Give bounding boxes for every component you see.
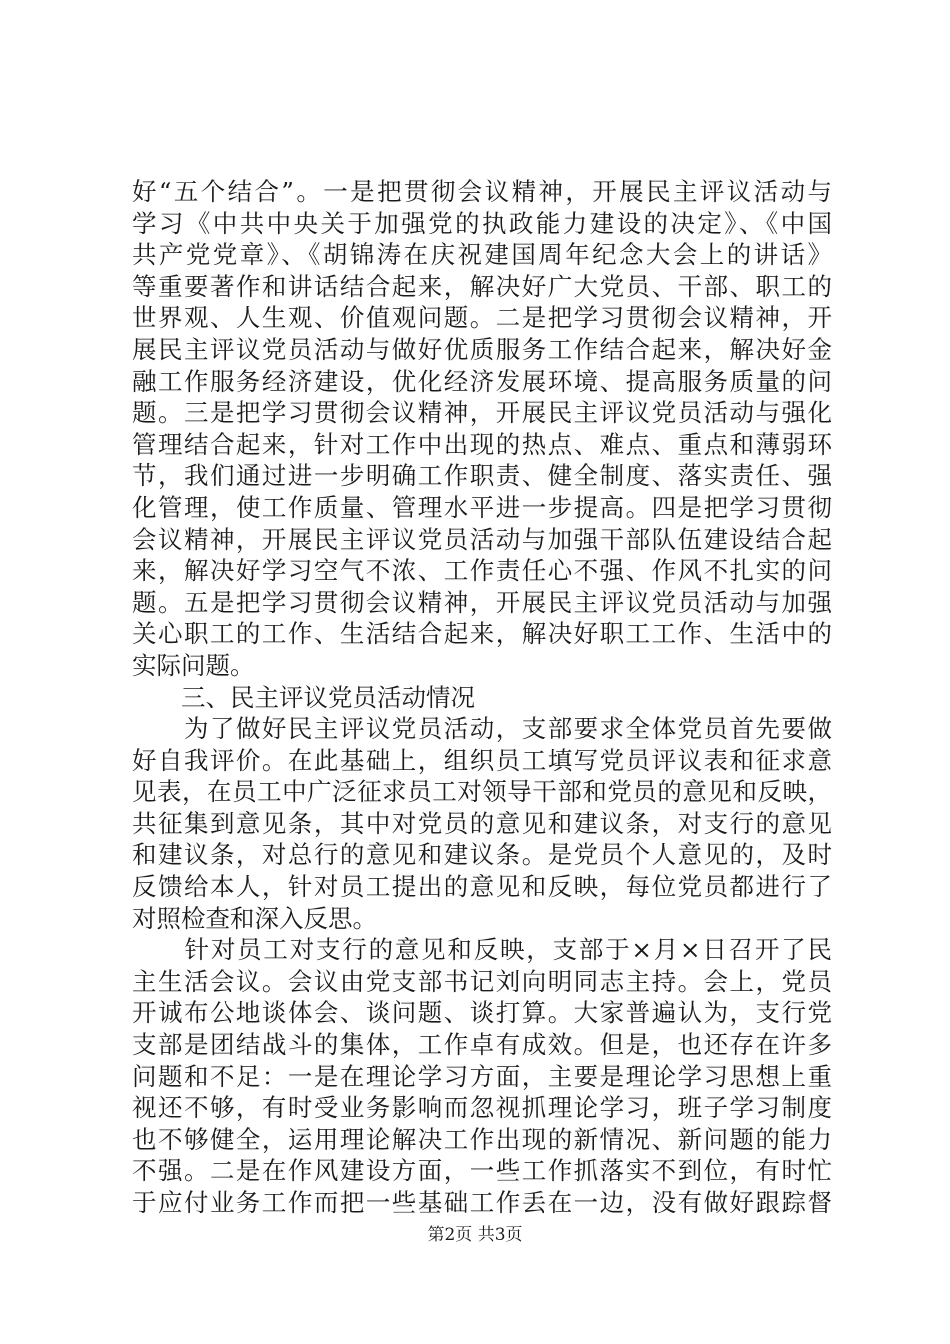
text-line: 视还不够，有时受业务影响而忽视抓理论学习，班子学习制度 [132,1093,832,1123]
text-line: 主生活会议。会议由党支部书记刘向明同志主持。会上，党员 [132,966,832,996]
text-line: 等重要著作和讲话结合起来，解决好广大党员、干部、职工的 [132,271,832,301]
text-line: 和建议条，对总行的意见和建议条。是党员个人意见的，及时 [132,840,832,870]
text-line: 针对员工对支行的意见和反映，支部于×月×日召开了民 [132,935,832,965]
text-line: 为了做好民主评议党员活动，支部要求全体党员首先要做 [132,714,832,744]
text-line: 题。三是把学习贯彻会议精神，开展民主评议党员活动与强化 [132,398,832,428]
text-line: 见表，在员工中广泛征求员工对领导干部和党员的意见和反映， [132,777,832,807]
text-line: 好自我评价。在此基础上，组织员工填写党员评议表和征求意 [132,745,832,775]
text-line: 支部是团结战斗的集体，工作卓有成效。但是，也还存在许多 [132,1030,832,1060]
text-line: 展民主评议党员活动与做好优质服务工作结合起来，解决好金 [132,334,832,364]
text-line: 会议精神，开展民主评议党员活动与加强干部队伍建设结合起 [132,524,832,554]
text-line: 好“五个结合”。一是把贯彻会议精神，开展民主评议活动与 [132,177,832,206]
text-line: 关心职工的工作、生活结合起来，解决好职工工作、生活中的 [132,619,832,649]
text-line: 共产党党章》、《胡锦涛在庆祝建国周年纪念大会上的讲话》 [132,240,832,270]
text-line: 实际问题。 [132,650,255,680]
document-body [132,176,832,1219]
text-line: 世界观、人生观、价值观问题。二是把学习贯彻会议精神，开 [132,303,832,333]
text-line: 化管理，使工作质量、管理水平进一步提高。四是把学习贯彻 [132,492,832,522]
text-line: 管理结合起来，针对工作中出现的热点、难点、重点和薄弱环 [132,429,832,459]
text-line: 对照检查和深入反思。 [132,903,377,933]
text-line: 节，我们通过进一步明确工作职责、健全制度、落实责任、强 [132,461,832,491]
text-line: 共征集到意见条，其中对党员的意见和建议条，对支行的意见 [132,808,832,838]
text-line: 融工作服务经济建设，优化经济发展环境、提高服务质量的问 [132,366,832,396]
page-number-footer: 第2页 共3页 [427,1225,523,1245]
text-line: 问题和不足：一是在理论学习方面，主要是理论学习思想上重 [132,1061,832,1091]
text-line: 不强。二是在作风建设方面，一些工作抓落实不到位，有时忙 [132,1156,832,1186]
text-line: 也不够健全，运用理论解决工作出现的新情况、新问题的能力 [132,1124,832,1154]
text-line: 来，解决好学习空气不浓、工作责任心不强、作风不扎实的问 [132,556,832,586]
text-line: 反馈给本人，针对员工提出的意见和反映，每位党员都进行了 [132,872,832,902]
text-line: 三、民主评议党员活动情况 [132,682,475,712]
text-line: 学习《中共中央关于加强党的执政能力建设的决定》、《中国 [132,208,832,238]
text-line: 于应付业务工作而把一些基础工作丢在一边，没有做好跟踪督 [132,1188,832,1217]
text-line: 开诚布公地谈体会、谈问题、谈打算。大家普遍认为，支行党 [132,998,832,1028]
text-line: 题。五是把学习贯彻会议精神，开展民主评议党员活动与加强 [132,587,832,617]
